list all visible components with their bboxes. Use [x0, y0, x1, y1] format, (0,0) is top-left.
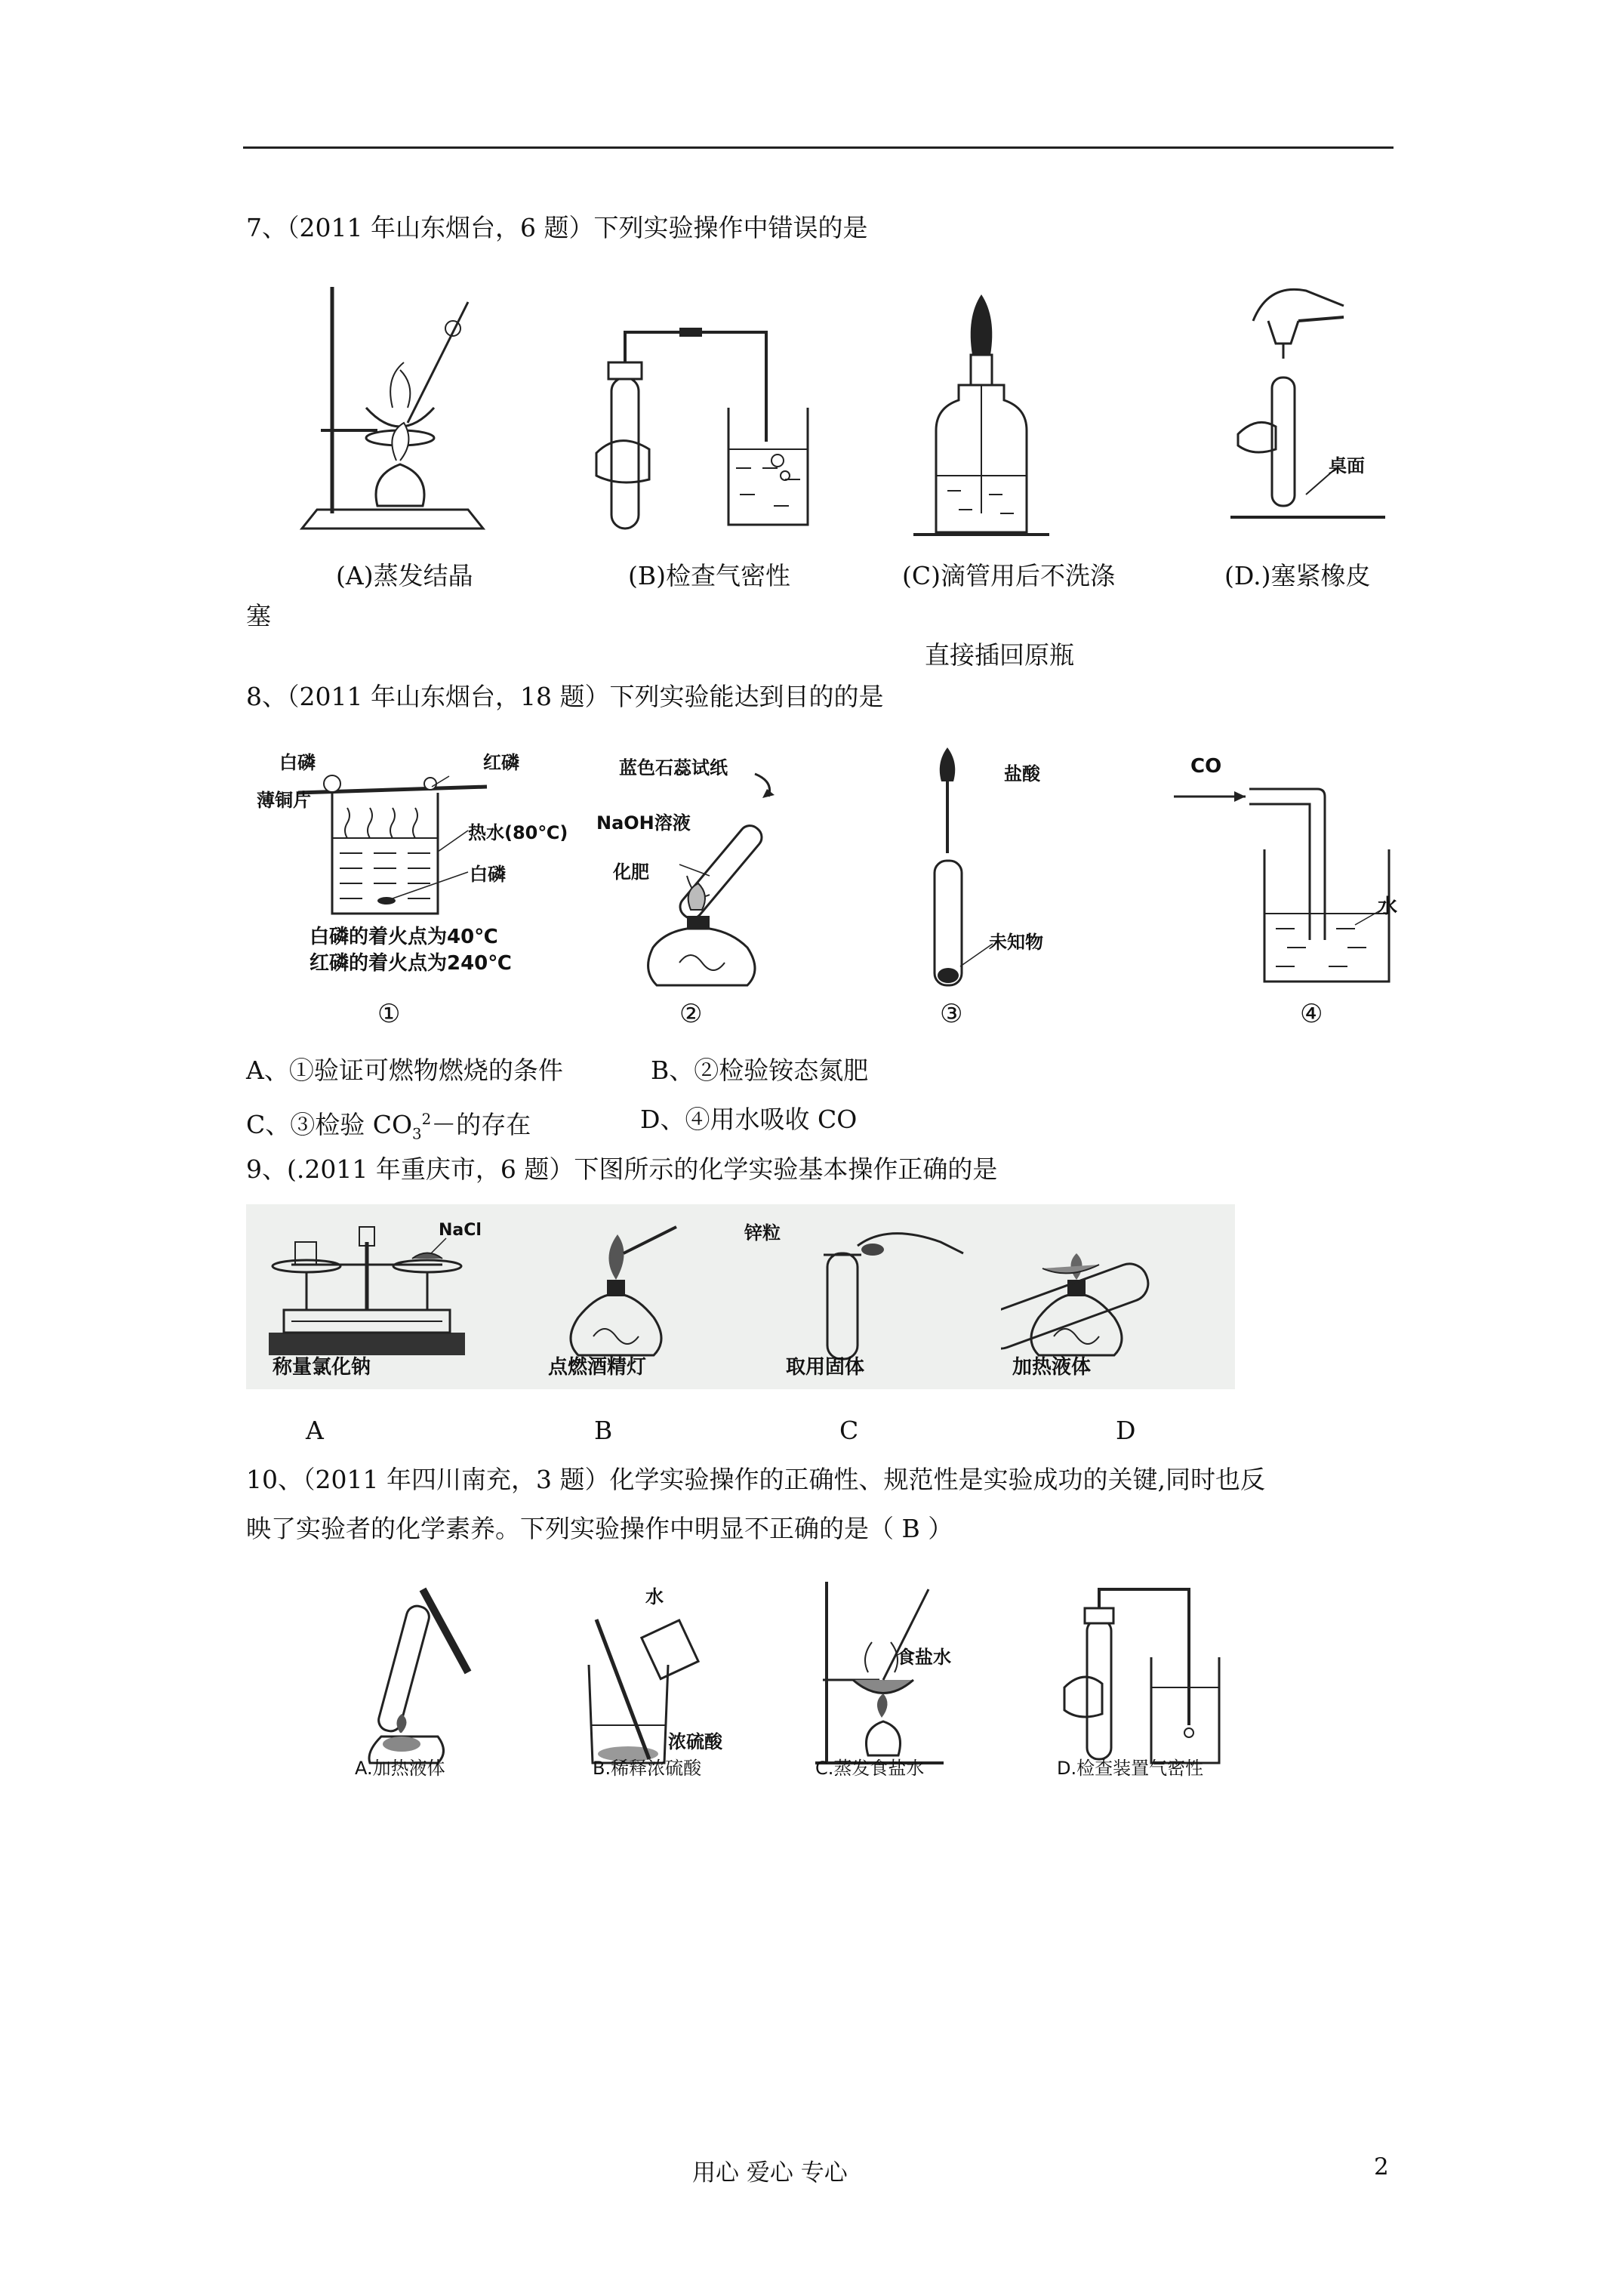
footer-motto: 用心 爱心 专心 [692, 2159, 848, 2187]
q7-figure-b [589, 317, 815, 536]
q10-line-2: 映了实验者的化学素养。下列实验操作中明显不正确的是（ B ） [246, 1514, 953, 1543]
q10-figure-c [808, 1567, 974, 1771]
q8-fertilizer-label: 化肥 [613, 861, 649, 883]
q8-figure-3 [913, 740, 1102, 989]
q9-caption-b: 点燃酒精灯 [548, 1356, 647, 1379]
q8-figure-2 [596, 744, 823, 993]
q10-water-label: 水 [645, 1586, 664, 1607]
q8-unknown-label: 未知物 [989, 932, 1043, 953]
q8-option-a: A、①验证可燃物燃烧的条件 [246, 1056, 563, 1085]
q8-white-phosphorus-label-2: 白磷 [470, 864, 506, 885]
q9-letter-c: C [839, 1416, 859, 1445]
q8-option-b: B、②检验铵态氮肥 [651, 1056, 869, 1085]
q7-option-d: (D.)塞紧橡皮 [1224, 561, 1371, 590]
q8-figure-1 [257, 740, 581, 989]
q8-copper-label: 薄铜片 [257, 790, 311, 811]
q9-caption-c: 取用固体 [786, 1356, 865, 1379]
q7-option-d-wrap: 塞 [246, 601, 271, 630]
q10-caption-a: A.加热液体 [355, 1758, 445, 1779]
page-number: 2 [1374, 2153, 1389, 2180]
q7-option-b: (B)检查气密性 [628, 561, 790, 590]
q7-option-a: (A)蒸发结晶 [336, 561, 473, 590]
q8-figure-4 [1174, 751, 1408, 993]
q10-caption-d: D.检查装置气密性 [1057, 1758, 1204, 1779]
q8-ignition-note-1: 白磷的着火点为40℃ [310, 926, 498, 948]
q8-water-label: 水 [1378, 895, 1398, 918]
q9-zinc-label: 锌粒 [744, 1222, 781, 1244]
q9-letter-b: B [594, 1416, 613, 1445]
q7-option-c-wrap: 直接插回原瓶 [925, 640, 1074, 670]
q8-num-1: ① [377, 999, 401, 1029]
q9-caption-a: 称量氯化钠 [273, 1356, 371, 1379]
q7-title: 7、（2011 年山东烟台，6 题）下列实验操作中错误的是 [246, 213, 868, 242]
q7-desk-label: 桌面 [1329, 455, 1365, 476]
q8-option-c: C、③检验 $CO_3^2-$的存在 [246, 1110, 531, 1143]
header-rule [243, 146, 1394, 149]
q8-co-label: CO [1190, 755, 1222, 778]
q10-figure-d [1053, 1574, 1227, 1771]
q10-acid-label: 浓硫酸 [668, 1731, 722, 1752]
q7-figure-d [1223, 276, 1389, 525]
q8-num-4: ④ [1300, 999, 1323, 1029]
q9-nacl-label: NaCl [439, 1221, 482, 1240]
q7-option-c: (C)滴管用后不洗涤 [902, 561, 1115, 590]
q10-caption-b: B.稀释浓硫酸 [593, 1758, 702, 1779]
q8-ignition-note-2: 红磷的着火点为240℃ [310, 952, 512, 975]
q8-num-2: ② [679, 999, 703, 1029]
q9-letter-a: A [306, 1416, 324, 1445]
q7-figure-a [294, 272, 491, 536]
q10-figure-a [347, 1574, 498, 1771]
q8-naoh-label: NaOH溶液 [596, 812, 691, 834]
q8-litmus-label: 蓝色石蕊试纸 [619, 757, 728, 778]
q10-caption-c: C.蒸发食盐水 [815, 1758, 925, 1779]
q10-line-1: 10、（2011 年四川南充，3 题）化学实验操作的正确性、规范性是实验成功的关键,同时也反 [246, 1465, 1265, 1494]
q10-figure-b [574, 1574, 732, 1771]
q9-letter-d: D [1116, 1416, 1136, 1445]
q8-option-d: D、④用水吸收 CO [640, 1105, 858, 1134]
q10-salt-label: 食盐水 [897, 1647, 951, 1668]
q8-acid-label: 盐酸 [1004, 763, 1040, 784]
q8-hot-water-label: 热水(80℃) [468, 822, 568, 843]
q9-figure-panel [246, 1204, 1235, 1389]
q8-white-phosphorus-label: 白磷 [279, 752, 316, 773]
q9-caption-d: 加热液体 [1012, 1356, 1092, 1379]
q8-num-3: ③ [940, 999, 963, 1029]
q8-title: 8、（2011 年山东烟台，18 题）下列实验能达到目的的是 [246, 682, 884, 711]
q8-red-phosphorus-label: 红磷 [483, 752, 519, 773]
q7-figure-c [913, 287, 1049, 536]
q9-title: 9、(.2011 年重庆市，6 题）下图所示的化学实验基本操作正确的是 [246, 1154, 998, 1184]
